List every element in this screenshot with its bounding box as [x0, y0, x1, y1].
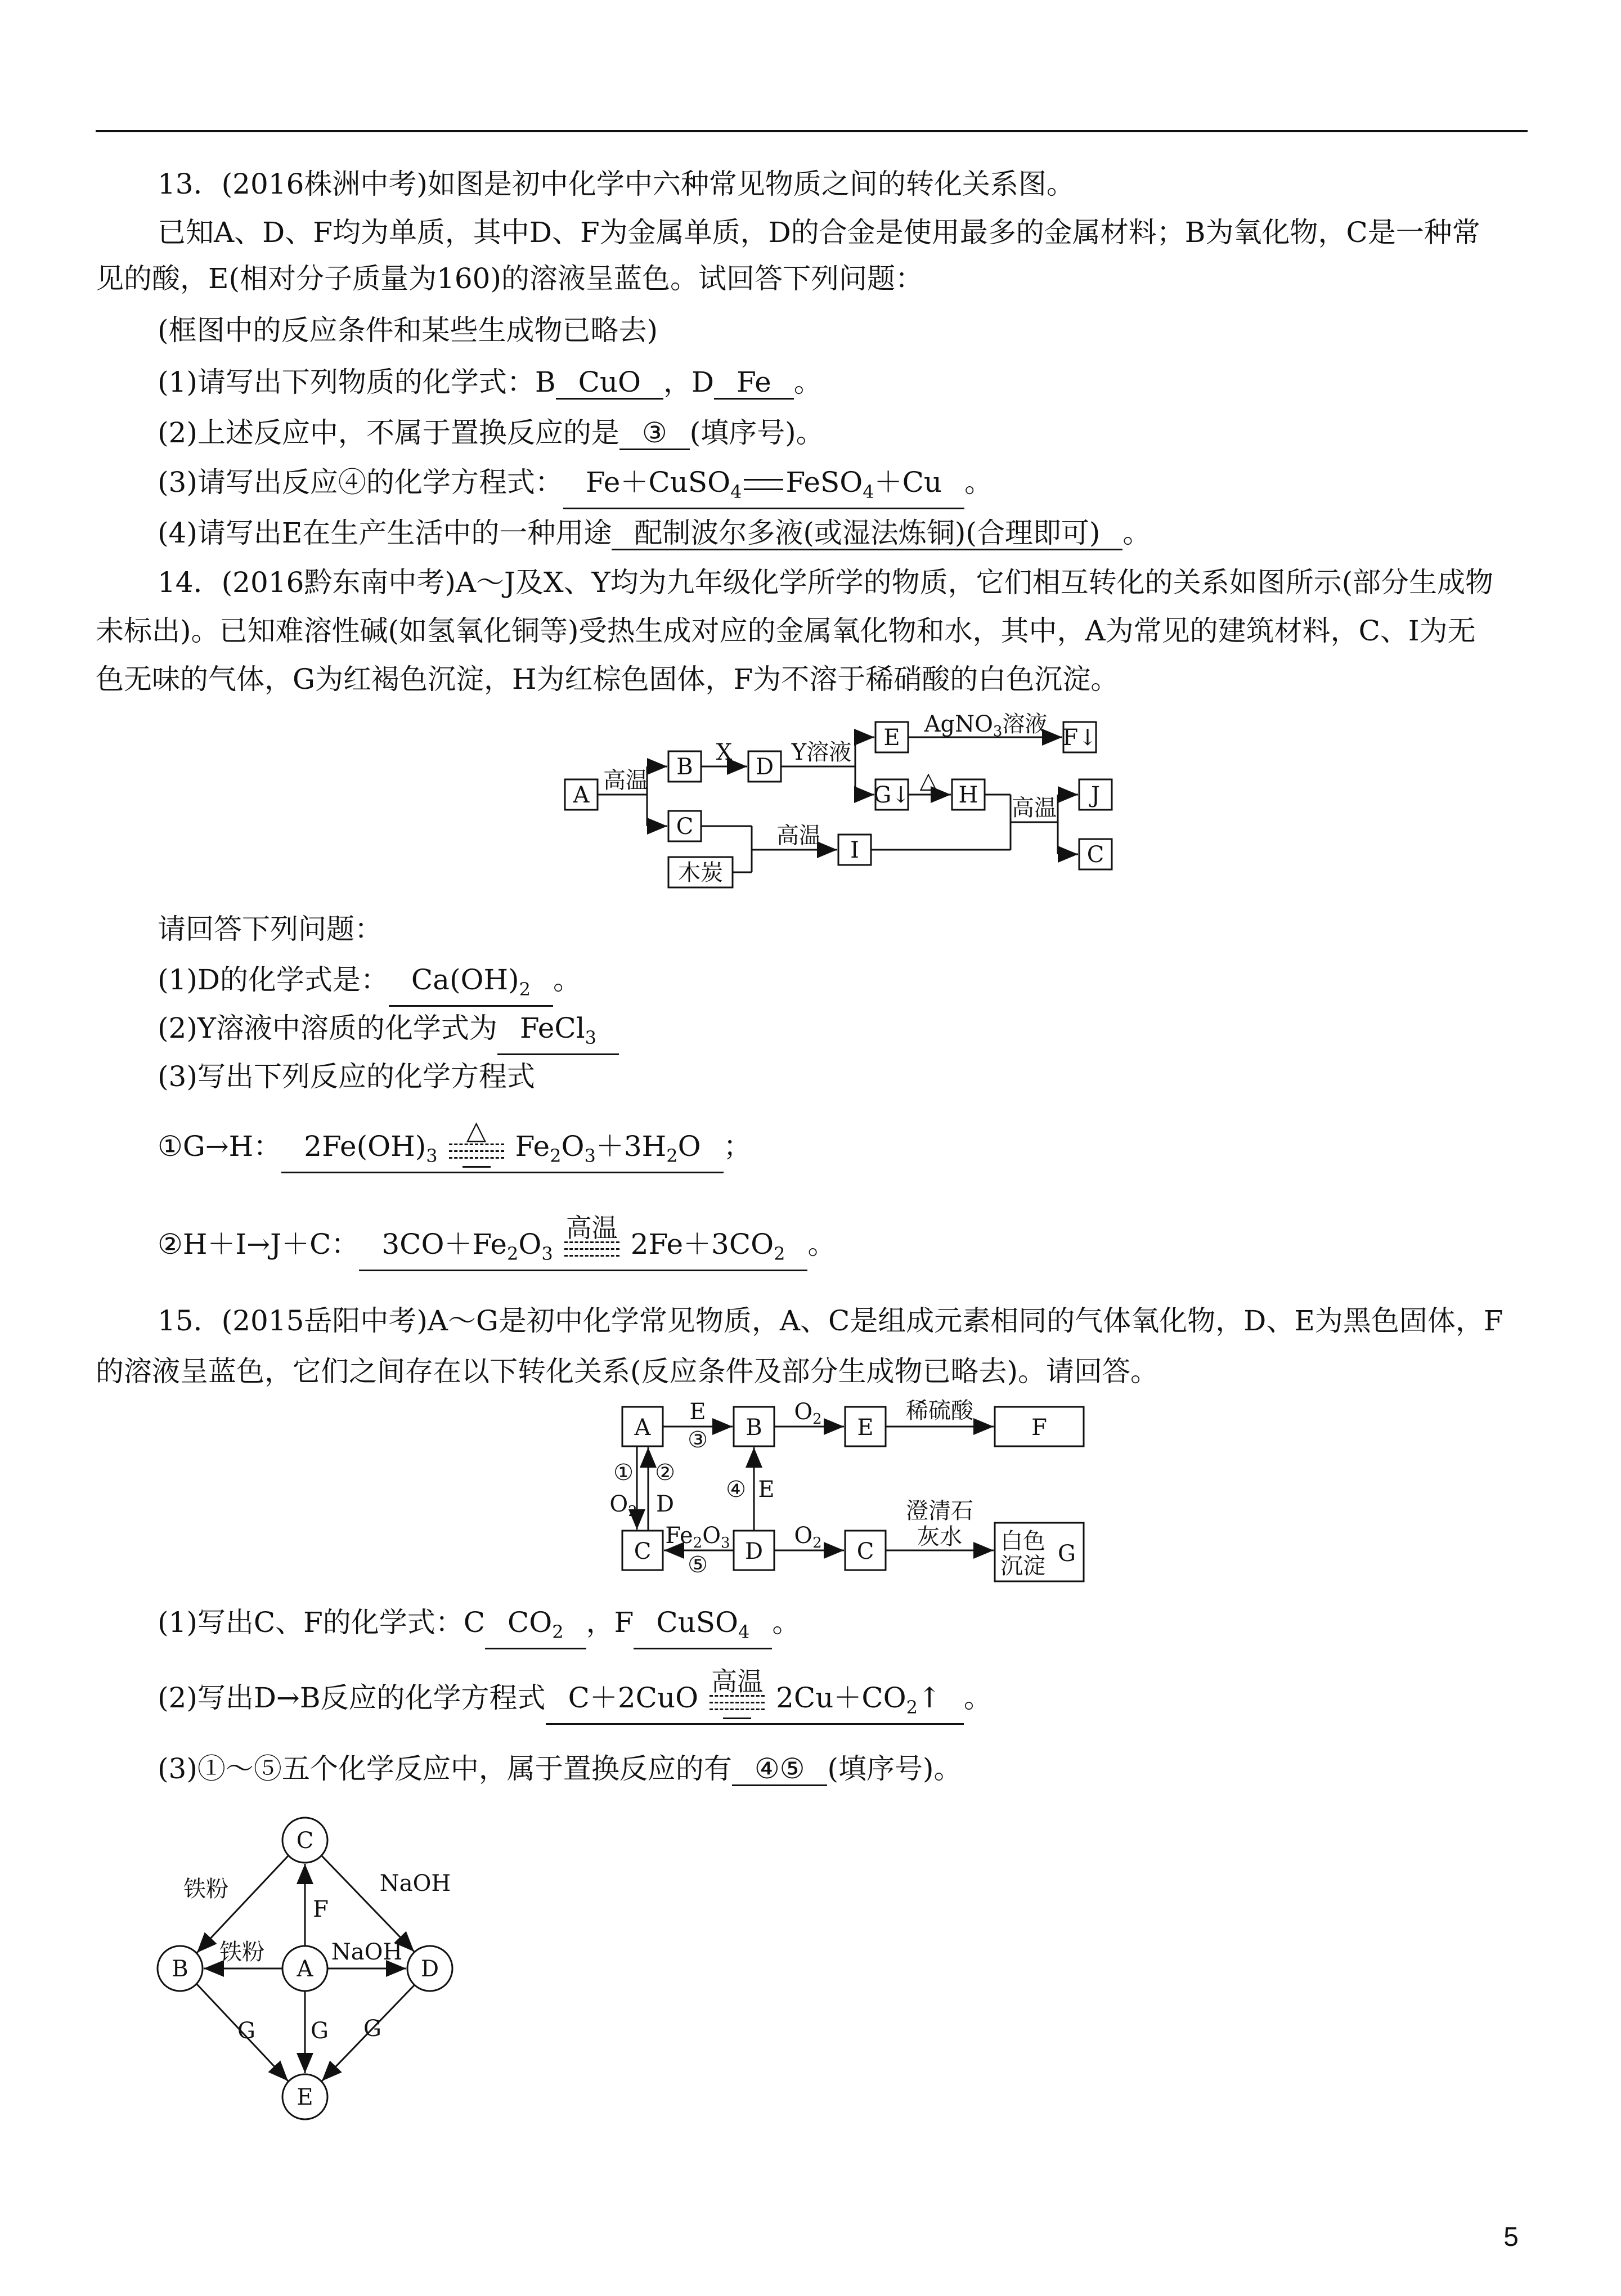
answer-blank: 配制波尔多液(或湿法炼铜)(合理即可)	[612, 517, 1122, 550]
answer-blank: C＋2CuO 高温 $2Cu+CO_2↑$	[546, 1682, 964, 1725]
node-e: E	[883, 725, 900, 751]
label-h2so4: 稀硫酸	[906, 1398, 973, 1424]
q14-reaction-2: ②H＋I→J＋C： $3CO+Fe_2O_3$ 高温 $2Fe+3CO_2$ 。	[158, 1227, 836, 1271]
node-b: B	[746, 1415, 762, 1441]
q14-part-2: (2)Y溶液中溶质的化学式为 FeCl$_3$	[158, 1011, 619, 1055]
answer-blank: $CO_2$	[485, 1607, 586, 1649]
reaction-condition: △	[446, 1131, 508, 1166]
q14-part-3: (3)写出下列反应的化学方程式	[158, 1060, 535, 1093]
answer-blank: CuO	[556, 366, 663, 400]
q13-part-4: (4)请写出E在生产生活中的一种用途 配制波尔多液(或湿法炼铜)(合理即可) 。	[158, 517, 1151, 549]
label-naoh: NaOH	[379, 1871, 451, 1896]
label-o2: $O_2$	[794, 1399, 822, 1428]
label-e: E	[689, 1399, 706, 1425]
node-f: F↓	[1062, 725, 1097, 751]
node-a: A	[573, 782, 590, 808]
label-g: G	[237, 2018, 255, 2044]
node-c2: C	[856, 1539, 874, 1564]
q13-part-3: (3)请写出反应④的化学方程式： Fe＋CuSO$_4$ FeSO$_4$＋Cu 。	[158, 465, 993, 509]
label-4: ④	[726, 1477, 746, 1503]
label-gaowen: 高温	[1012, 795, 1057, 821]
label-3: ③	[688, 1427, 708, 1453]
q13-part-1: (1)请写出下列物质的化学式：B CuO ，D Fe 。	[158, 366, 822, 398]
q13-line-1: 13．(2016株洲中考)如图是初中化学中六种常见物质之间的转化关系图。	[158, 168, 1075, 200]
node-d: D	[744, 1539, 764, 1564]
label-y: Y溶液	[791, 739, 852, 765]
answer-blank: CuSO$_4$	[634, 1607, 772, 1649]
q14-line-2: 未标出)。已知难溶性碱(如氢氧化铜等)受热生成对应的金属氧化物和水，其中，A为常见的建筑材料，C、I为无	[96, 615, 1476, 647]
node-c: C	[296, 1828, 314, 1854]
answer-blank: ④⑤	[732, 1753, 828, 1786]
node-b: B	[172, 1956, 188, 1982]
node-d: D	[420, 1956, 439, 1982]
q15-part-1: (1)写出C、F的化学式：C $CO_2$ ，F CuSO$_4$ 。	[158, 1605, 800, 1649]
node-g: G↓	[873, 782, 910, 808]
label-iron-powder: 铁粉	[219, 1939, 264, 1965]
label-iron-powder: 铁粉	[183, 1876, 228, 1902]
q15-part-3: (3)①～⑤五个化学反应中，属于置换反应的有 ④⑤ (填序号)。	[158, 1752, 962, 1785]
answer-blank: $2Fe(OH)_3$ △ $Fe_2O_3+3H_2O$	[281, 1131, 723, 1173]
q15-diagram	[609, 1396, 1097, 1598]
label-x: X	[716, 739, 733, 765]
label-delta: △	[919, 768, 937, 793]
q14-diagram	[563, 701, 1137, 903]
node-h: H	[958, 782, 978, 808]
q14-ask: 请回答下列问题：	[158, 913, 383, 945]
label-fe2o3: $Fe_2O_3$	[665, 1523, 730, 1551]
node-j: J	[1090, 782, 1101, 808]
label-2: ②	[655, 1460, 675, 1486]
node-a: A	[634, 1415, 651, 1441]
answer-blank: $3CO+Fe_2O_3$ 高温 $2Fe+3CO_2$	[359, 1228, 807, 1271]
label-1: ①	[613, 1460, 634, 1486]
label-f: F	[313, 1896, 329, 1922]
answer-blank: Fe	[714, 366, 794, 400]
label-limewater-2: 灰水	[917, 1524, 962, 1550]
label-agno3: AgNO$_3$溶液	[924, 711, 1048, 740]
q14-line-3: 色无味的气体，G为红褐色沉淀，H为红棕色固体，F为不溶于稀硝酸的白色沉淀。	[96, 663, 1119, 696]
reaction-condition: 高温	[561, 1229, 623, 1264]
node-e: E	[857, 1415, 874, 1441]
node-b: B	[676, 754, 693, 780]
node-g: G	[1058, 1541, 1076, 1567]
label-limewater-1: 澄清石	[906, 1498, 973, 1524]
q15-line-1: 15．(2015岳阳中考)A～G是初中化学常见物质，A、C是组成元素相同的气体氧化物，D、E为黑色固体，F	[158, 1304, 1503, 1337]
node-charcoal: 木炭	[678, 860, 723, 886]
label-gaowen: 高温	[603, 768, 648, 793]
node-a: A	[297, 1956, 313, 1982]
q14-part-1: (1)D的化学式是： $Ca(OH)_2$ 。	[158, 962, 581, 1007]
label-e: E	[758, 1477, 775, 1503]
q13-line-2: 已知A、D、F均为单质，其中D、F为金属单质，D的合金是使用最多的金属材料；B为氧化物，C是一种常	[158, 216, 1480, 249]
node-c2: C	[1086, 842, 1104, 868]
node-f: F	[1031, 1415, 1047, 1441]
label-5: ⑤	[688, 1552, 708, 1578]
label-o2: $O_2$	[794, 1523, 822, 1551]
answer-blank: $Ca(OH)_2$	[389, 964, 553, 1007]
node-c: C	[676, 814, 694, 840]
label-g: G	[311, 2018, 329, 2044]
q15-line-2: 的溶液呈蓝色，它们之间存在以下转化关系(反应条件及部分生成物已略去)。请回答。	[96, 1355, 1159, 1388]
q13-part-2: (2)上述反应中，不属于置换反应的是 ③ (填序号)。	[158, 416, 824, 449]
q13-line-4: (框图中的反应条件和某些生成物已略去)	[158, 314, 658, 347]
answer-blank: ③	[619, 417, 690, 450]
label-o2: $O_2$	[609, 1491, 637, 1520]
label-naoh: NaOH	[331, 1939, 403, 1965]
q13-diagram	[152, 1812, 490, 2127]
q14-reaction-1: ①G→H： $2Fe(OH)_3$ △ $Fe_2O_3+3H_2O$ ；	[158, 1129, 752, 1173]
q13-line-3: 见的酸，E(相对分子质量为160)的溶液呈蓝色。试回答下列问题：	[96, 262, 923, 295]
answer-blank: Fe＋CuSO$_4$ FeSO$_4$＋Cu	[563, 467, 964, 509]
equals-sign	[744, 479, 783, 490]
node-i: I	[850, 837, 859, 863]
answer-blank: FeCl$_3$	[497, 1012, 619, 1055]
q14-line-1: 14．(2016黔东南中考)A～J及X、Y均为九年级化学所学的物质，它们相互转化的关系如图所示(部分生成物	[158, 566, 1494, 599]
label-gaowen: 高温	[776, 823, 821, 849]
node-e: E	[297, 2084, 313, 2110]
label-g: G	[363, 2016, 381, 2042]
header-rule	[96, 130, 1528, 132]
q15-part-2: (2)写出D→B反应的化学方程式 C＋2CuO 高温 $2Cu+CO_2↑$ 。	[158, 1680, 992, 1725]
reaction-condition: 高温	[706, 1683, 768, 1717]
page-number: 5	[1503, 2222, 1519, 2252]
node-d: D	[755, 754, 774, 780]
node-g-line1: 白色	[1000, 1528, 1045, 1554]
label-d: D	[655, 1491, 675, 1517]
node-g-line2: 沉淀	[1000, 1553, 1045, 1579]
node-c: C	[634, 1539, 652, 1564]
